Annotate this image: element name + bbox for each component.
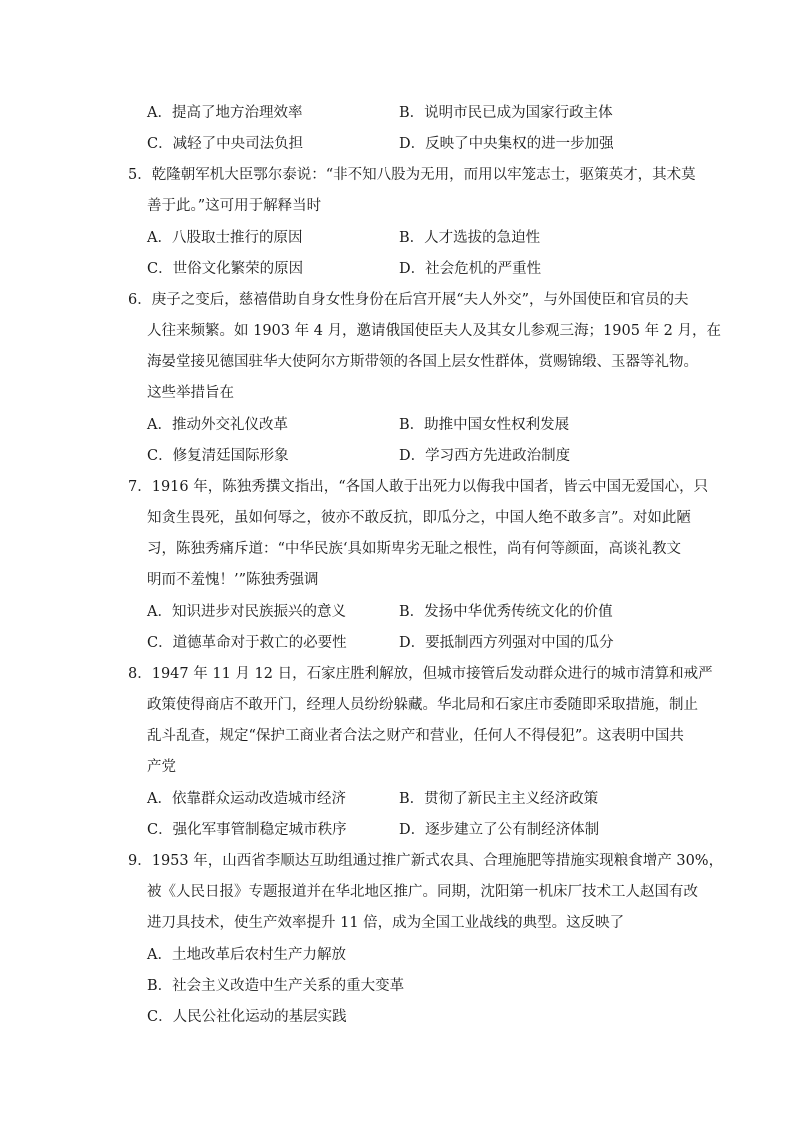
q6-stem-line-2: 人往来频繁。如 1903 年 4 月，邀请俄国使臣夫人及其女儿参观三海；1905 年 2 月，在 [147,323,722,339]
q8-option-b: B．贯彻了新民主主义经济政策 [399,791,599,807]
q4-option-d: D．反映了中央集权的进一步加强 [399,136,614,152]
q9-stem-line-3: 进刀具技术，使生产效率提升 11 倍，成为全国工业战线的典型。这反映了 [147,915,625,931]
q6-stem-line-1: 6．庚子之变后，慈禧借助自身女性身份在后宫开展“夫人外交”，与外国使臣和官员的夫 [128,292,689,308]
q8-stem-line-4: 产党 [147,759,176,775]
q7-option-a: A．知识进步对民族振兴的意义 [147,604,346,620]
q8-option-c: C．强化军事管制稳定城市秩序 [147,822,347,838]
q9-stem-line-2: 被《人民日报》专题报道并在华北地区推广。同期，沈阳第一机床厂技术工人赵国有改 [147,884,698,900]
q6-stem-line-3: 海晏堂接见德国驻华大使阿尔方斯带领的各国上层女性群体，赏赐锦缎、玉器等礼物。 [147,354,698,370]
q8-stem-line-2: 政策使得商店不敢开门，经理人员纷纷躲藏。华北局和石家庄市委随即采取措施，制止 [147,697,698,713]
q5-stem-line-1: 5．乾隆朝军机大臣鄂尔泰说：“非不知八股为无用，而用以牢笼志士，驱策英才，其术莫 [128,167,696,183]
q5-stem-line-2: 善于此。”这可用于解释当时 [147,198,322,214]
q9-option-b: B．社会主义改造中生产关系的重大变革 [147,978,405,994]
q6-option-c: C．修复清廷国际形象 [147,448,289,464]
q9-option-c: C．人民公社化运动的基层实践 [147,1009,347,1025]
q6-option-a: A．推动外交礼仪改革 [147,417,288,433]
q7-stem-line-1: 7．1916 年，陈独秀撰文指出，“各国人敢于出死力以侮我中国者，皆云中国无爱国心，只 [128,479,709,495]
q6-option-d: D．学习西方先进政治制度 [399,448,571,464]
q5-option-d: D．社会危机的严重性 [399,261,542,277]
q4-option-a: A．提高了地方治理效率 [147,105,303,121]
q4-option-b: B．说明市民已成为国家行政主体 [399,105,613,121]
q6-option-b: B．助推中国女性权利发展 [399,417,570,433]
q5-option-c: C．世俗文化繁荣的原因 [147,261,304,277]
q9-option-a: A．土地改革后农村生产力解放 [147,947,346,963]
q7-option-d: D．要抵制西方列强对中国的瓜分 [399,635,614,651]
q6-stem-line-4: 这些举措旨在 [147,385,234,401]
q5-option-a: A．八股取士推行的原因 [147,230,303,246]
q7-option-c: C．道德革命对于救亡的必要性 [147,635,347,651]
q7-stem-line-3: 习，陈独秀痛斥道：“中华民族‘具如斯卑劣无耻之根性，尚有何等颜面，高谈礼教文 [147,541,682,557]
q9-stem-line-1: 9．1953 年，山西省李顺达互助组通过推广新式农具、合理施肥等措施实现粮食增产 30%， [128,853,724,869]
q7-stem-line-4: 明而不羞愧！’”陈独秀强调 [147,572,319,588]
q5-option-b: B．人才选拔的急迫性 [399,230,541,246]
q8-option-a: A．依靠群众运动改造城市经济 [147,791,346,807]
q7-option-b: B．发扬中华优秀传统文化的价值 [399,604,613,620]
q4-option-c: C．减轻了中央司法负担 [147,136,304,152]
q8-stem-line-3: 乱斗乱查，规定“保护工商业者合法之财产和营业，任何人不得侵犯”。这表明中国共 [147,728,684,744]
q8-stem-line-1: 8．1947 年 11 月 12 日，石家庄胜利解放，但城市接管后发动群众进行的城市清算和戒严 [128,666,713,682]
q8-option-d: D．逐步建立了公有制经济体制 [399,822,600,838]
q7-stem-line-2: 知贪生畏死，虽如何辱之，彼亦不敢反抗，即瓜分之，中国人绝不敢多言”。对如此陋 [147,510,691,526]
